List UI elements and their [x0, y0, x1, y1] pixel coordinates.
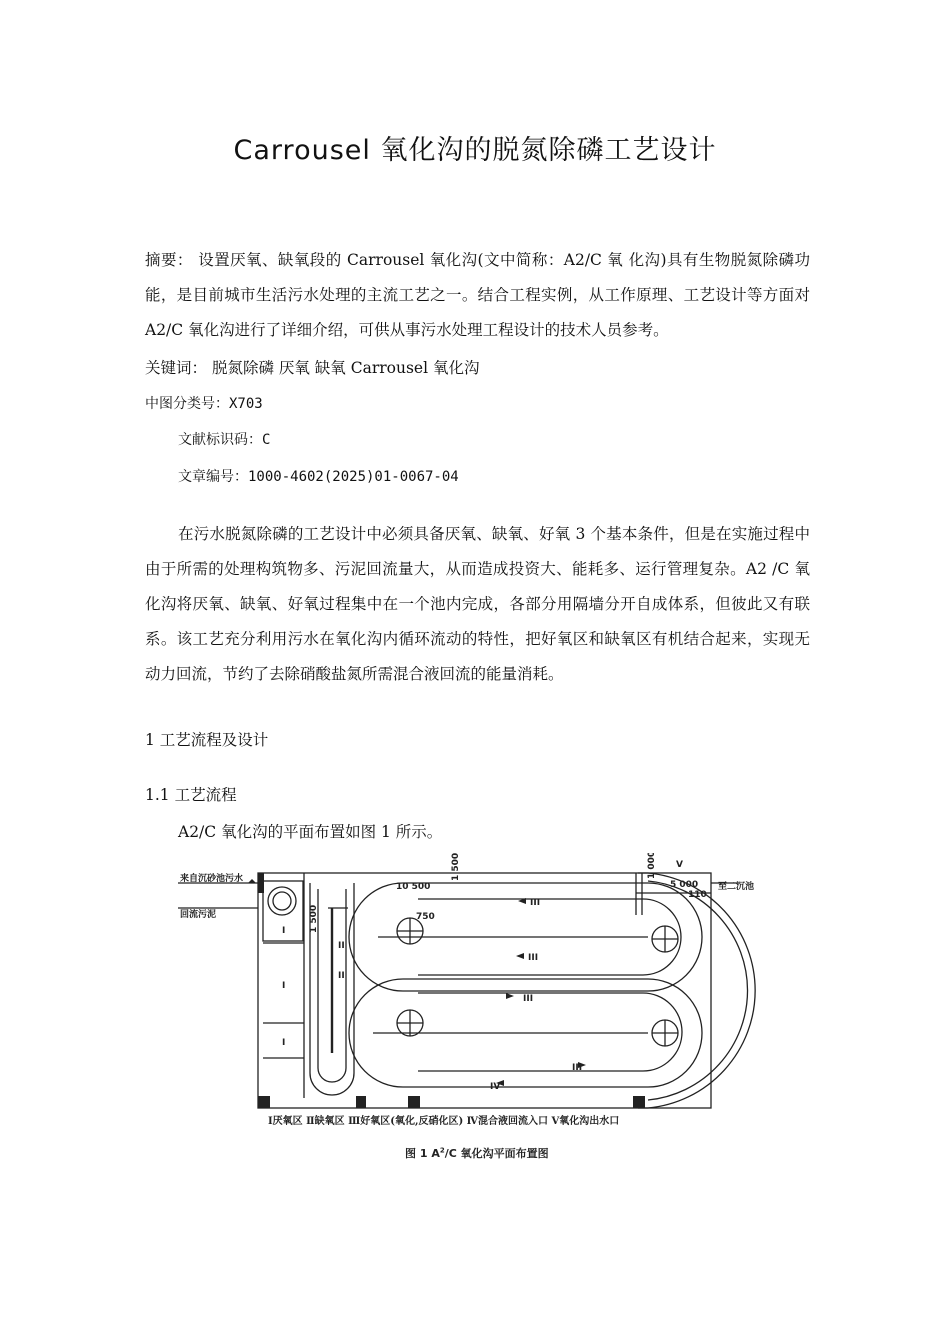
figure-caption-superscript: 2: [439, 1146, 445, 1155]
outlet-channel-inner: [648, 881, 748, 1100]
document-code: 文献标识码：C: [178, 432, 271, 448]
oxidation-ditch-plan: [178, 853, 778, 1113]
article-number: 文章编号：1000-4602(2025)01-0067-04: [178, 469, 459, 485]
figure-caption-prefix: 图 1 A: [405, 1147, 440, 1160]
zone-mark: I: [282, 926, 286, 936]
zone-mark: I: [282, 981, 286, 991]
inlet-well: [268, 887, 296, 915]
zone-mark: II: [338, 941, 345, 951]
outflow-label: 至二沉池: [718, 882, 755, 892]
zone-mark: II: [338, 971, 345, 981]
keywords: [145, 357, 479, 379]
figure-reference: A2/C 氧化沟的平面布置如图 1 所示。: [178, 823, 443, 841]
abstract-text: 设置厌氧、缺氧段的 Carrousel 氧化沟(文中简称：A2/C 氧 化沟)具有生物脱氮除磷功能，是目前城市生活污水处理的主流工艺之一。结合工程实例，从工作原理、工艺设计等方面对 A2/C 氧化沟进行了详细介绍，可供从事污水处理工程设计的技术人员参考。: [145, 251, 810, 339]
dim-label: 110: [688, 890, 707, 900]
keywords-label: 关键词：: [145, 359, 208, 377]
page-title: Carrousel 氧化沟的脱氮除磷工艺设计: [233, 135, 717, 166]
zone-mark: III: [523, 994, 534, 1004]
dim-label: 1 500: [309, 904, 319, 933]
section-heading-1: 1 工艺流程及设计: [145, 731, 269, 749]
zone-mark: IV: [490, 1082, 501, 1092]
figure-caption: [405, 1145, 549, 1161]
section-heading-1-1: 1.1 工艺流程: [145, 786, 237, 804]
abstract-label: 摘要：: [145, 251, 193, 269]
zone-mark: III: [530, 898, 541, 908]
dim-label: 1 000: [647, 853, 657, 879]
figure-caption-suffix: /C 氧化沟平面布置图: [444, 1147, 549, 1160]
zone-mark: V: [676, 860, 683, 870]
classification-number: 中图分类号：X703: [145, 396, 263, 412]
zone-mark: III: [572, 1063, 583, 1073]
dim-label: 10 500: [396, 882, 431, 892]
zone-mark: I: [282, 1038, 286, 1048]
keywords-text: 脱氮除磷 厌氧 缺氧 Carrousel 氧化沟: [207, 359, 480, 377]
figure-legend: Ⅰ厌氧区 Ⅱ缺氧区 Ⅲ好氧区(氧化,反硝化区) Ⅳ混合液回流入口 Ⅴ氧化沟出水口: [268, 1116, 620, 1127]
dim-label: 5 000: [670, 880, 699, 890]
abstract: [145, 243, 810, 348]
dim-label: 750: [416, 912, 435, 922]
return-sludge-label: 回流污泥: [180, 910, 217, 920]
zone-mark: III: [528, 953, 539, 963]
inflow-label: 来自沉砂池污水: [180, 874, 244, 884]
dim-label: 1 500: [451, 853, 461, 881]
intro-paragraph: 在污水脱氮除磷的工艺设计中必须具备厌氧、缺氧、好氧 3 个基本条件，但是在实施过程中由于所需的处理构筑物多、污泥回流量大，从而造成投资大、能耗多、运行管理复杂。A2 /C 氧化沟将厌氧、缺氧、好氧过程集中在一个池内完成，各部分用隔墙分开自成体系，但彼此又有联系。该工艺充分利用污水在氧化沟内循环流动的特性，把好氧区和缺氧区有机结合起来，实现无动力回流，节约了去除硝酸盐氮所需混合液回流的能量消耗。: [145, 525, 810, 683]
